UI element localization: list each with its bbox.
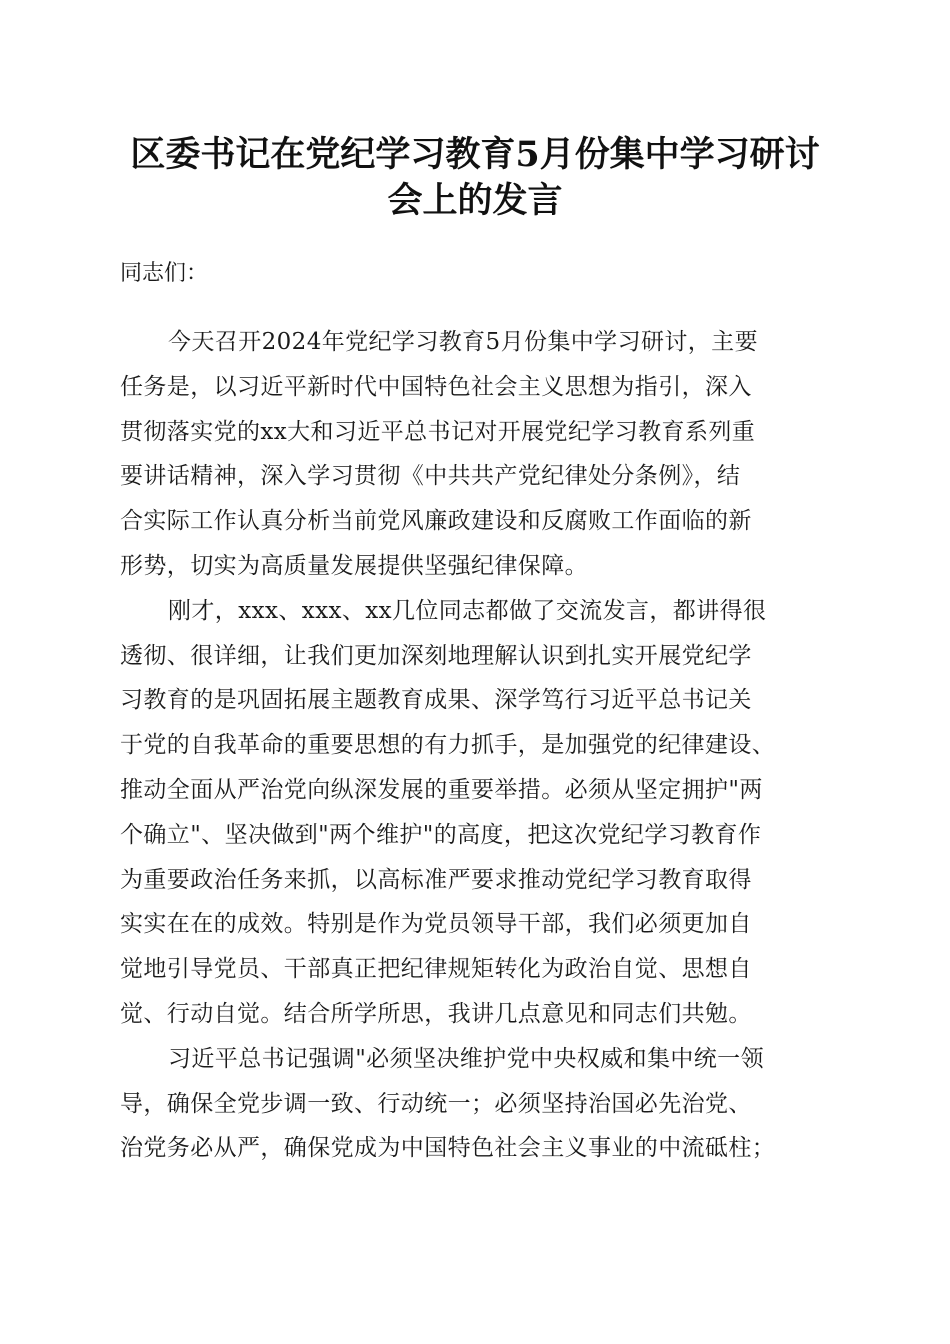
text-line: 合实际工作认真分析当前党风廉政建设和反腐败工作面临的新: [120, 508, 752, 535]
text-line: 习教育的是巩固拓展主题教育成果、深学笃行习近平总书记关: [120, 687, 752, 714]
text-line: 形势，切实为高质量发展提供坚强纪律保障。: [120, 552, 588, 579]
text-line: 透彻、很详细，让我们更加深刻地理解认识到扎实开展党纪学: [120, 642, 752, 669]
text-line: 个确立"、坚决做到"两个维护"的高度，把这次党纪学习教育作: [120, 821, 762, 848]
text-line: 治党务必从严，确保党成为中国特色社会主义事业的中流砥柱；: [120, 1135, 776, 1162]
text-line: 任务是，以习近平新时代中国特色社会主义思想为指引，深入: [120, 373, 752, 400]
title-line-2: 会上的发言: [387, 180, 563, 221]
text-line: 觉、行动自觉。结合所学所思，我讲几点意见和同志们共勉。: [120, 1000, 752, 1027]
text-line: 刚才，xxx、xxx、xx几位同志都做了交流发言，都讲得很: [168, 597, 767, 624]
text-line: 导，确保全党步调一致、行动统一；必须坚持治国必先治党、: [120, 1090, 752, 1117]
paragraph-3: [120, 1037, 832, 1171]
text-line: 要讲话精神，深入学习贯彻《中共共产党纪律处分条例》，结: [120, 463, 741, 490]
paragraph-1: [120, 320, 832, 589]
text-line: 为重要政治任务来抓，以高标准严要求推动党纪学习教育取得: [120, 866, 752, 893]
text-line: 推动全面从严治党向纵深发展的重要举措。必须从坚定拥护"两: [120, 776, 763, 803]
text-line: 于党的自我革命的重要思想的有力抓手，是加强党的纪律建设、: [120, 732, 776, 759]
text-line: 实实在在的成效。特别是作为党员领导干部，我们必须更加自: [120, 911, 752, 938]
text-line: 贯彻落实党的xx大和习近平总书记对开展党纪学习教育系列重: [120, 418, 756, 445]
paragraph-2: [120, 589, 832, 1037]
text-line: 习近平总书记强调"必须坚决维护党中央权威和集中统一领: [168, 1045, 764, 1072]
document-body: [120, 320, 832, 1171]
text-line: 觉地引导党员、干部真正把纪律规矩转化为政治自觉、思想自: [120, 956, 752, 983]
title-line-1: 区委书记在党纪学习教育5月份集中学习研讨: [130, 134, 820, 175]
document-title: [100, 132, 850, 224]
salutation: 同志们：: [120, 261, 209, 286]
text-line: 今天召开2024年党纪学习教育5月份集中学习研讨，主要: [168, 329, 758, 355]
